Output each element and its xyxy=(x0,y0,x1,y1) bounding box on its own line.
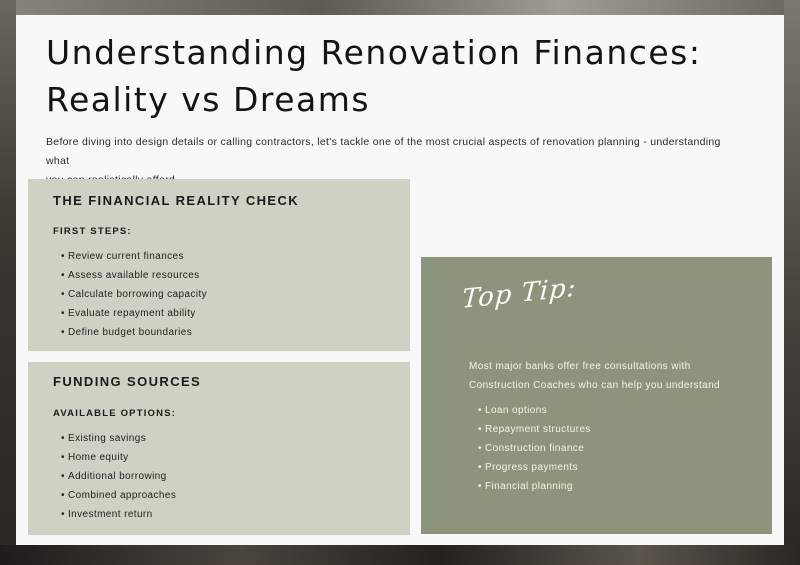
list-item xyxy=(61,285,208,304)
title-line-1: Understanding Renovation Finances: xyxy=(46,33,702,72)
bullet-icon: • xyxy=(478,481,482,492)
reality-check-panel xyxy=(28,179,410,351)
list-item-label: Construction finance xyxy=(485,443,585,454)
bullet-icon: • xyxy=(61,452,65,463)
bullet-icon: • xyxy=(61,327,65,338)
first-steps-subheading: FIRST STEPS: xyxy=(53,226,132,237)
list-item-label: Home equity xyxy=(68,452,129,463)
list-item-label: Calculate borrowing capacity xyxy=(68,289,208,300)
background-photo-right xyxy=(784,0,800,565)
first-steps-list xyxy=(61,247,208,342)
tip-line-2: Construction Coaches who can help you understand xyxy=(469,380,721,391)
document-page xyxy=(16,15,784,545)
available-options-list xyxy=(61,429,177,524)
bullet-icon: • xyxy=(61,270,65,281)
list-item xyxy=(478,477,591,496)
tip-paragraph xyxy=(469,357,749,395)
bullet-icon: • xyxy=(61,471,65,482)
tip-line-1: Most major banks offer free consultations with xyxy=(469,361,691,372)
list-item-label: Investment return xyxy=(68,509,153,520)
bullet-icon: • xyxy=(61,490,65,501)
list-item-label: Assess available resources xyxy=(68,270,200,281)
bullet-icon: • xyxy=(61,289,65,300)
list-item-label: Progress payments xyxy=(485,462,578,473)
background-photo-top xyxy=(0,0,800,15)
bullet-icon: • xyxy=(478,405,482,416)
background-photo-left xyxy=(0,0,16,565)
list-item-label: Loan options xyxy=(485,405,548,416)
bullet-icon: • xyxy=(61,433,65,444)
reality-check-heading: THE FINANCIAL REALITY CHECK xyxy=(53,193,300,208)
list-item-label: Define budget boundaries xyxy=(68,327,193,338)
list-item xyxy=(61,486,177,505)
bullet-icon: • xyxy=(61,308,65,319)
list-item xyxy=(478,439,591,458)
list-item xyxy=(478,401,591,420)
bullet-icon: • xyxy=(478,462,482,473)
top-tip-panel xyxy=(421,257,772,534)
tip-list xyxy=(478,401,591,496)
list-item xyxy=(61,266,207,285)
list-item xyxy=(61,448,176,467)
top-tip-heading: Top Tip: xyxy=(461,272,578,315)
list-item-label: Review current finances xyxy=(68,251,184,262)
bullet-icon: • xyxy=(61,509,65,520)
list-item xyxy=(61,505,176,524)
title-line-2: Reality vs Dreams xyxy=(46,80,371,119)
list-item xyxy=(61,323,207,342)
list-item-label: Combined approaches xyxy=(68,490,177,501)
bullet-icon: • xyxy=(61,251,65,262)
bullet-icon: • xyxy=(478,424,482,435)
available-options-subheading: AVAILABLE OPTIONS: xyxy=(53,408,177,419)
list-item-label: Additional borrowing xyxy=(68,471,167,482)
funding-sources-heading: FUNDING SOURCES xyxy=(53,374,202,389)
list-item xyxy=(61,247,207,266)
list-item xyxy=(478,458,591,477)
intro-line-1: Before diving into design details or calling contractors, let's tackle one of the most crucial aspects of renovation planning - understanding what xyxy=(46,136,721,167)
background-photo-bottom xyxy=(0,545,800,565)
bullet-icon: • xyxy=(478,443,482,454)
list-item xyxy=(61,304,207,323)
list-item xyxy=(61,429,176,448)
list-item-label: Evaluate repayment ability xyxy=(68,308,196,319)
list-item-label: Existing savings xyxy=(68,433,147,444)
page-title xyxy=(46,29,746,123)
list-item xyxy=(61,467,176,486)
list-item-label: Financial planning xyxy=(485,481,573,492)
list-item-label: Repayment structures xyxy=(485,424,591,435)
list-item xyxy=(478,420,591,439)
funding-sources-panel xyxy=(28,362,410,535)
